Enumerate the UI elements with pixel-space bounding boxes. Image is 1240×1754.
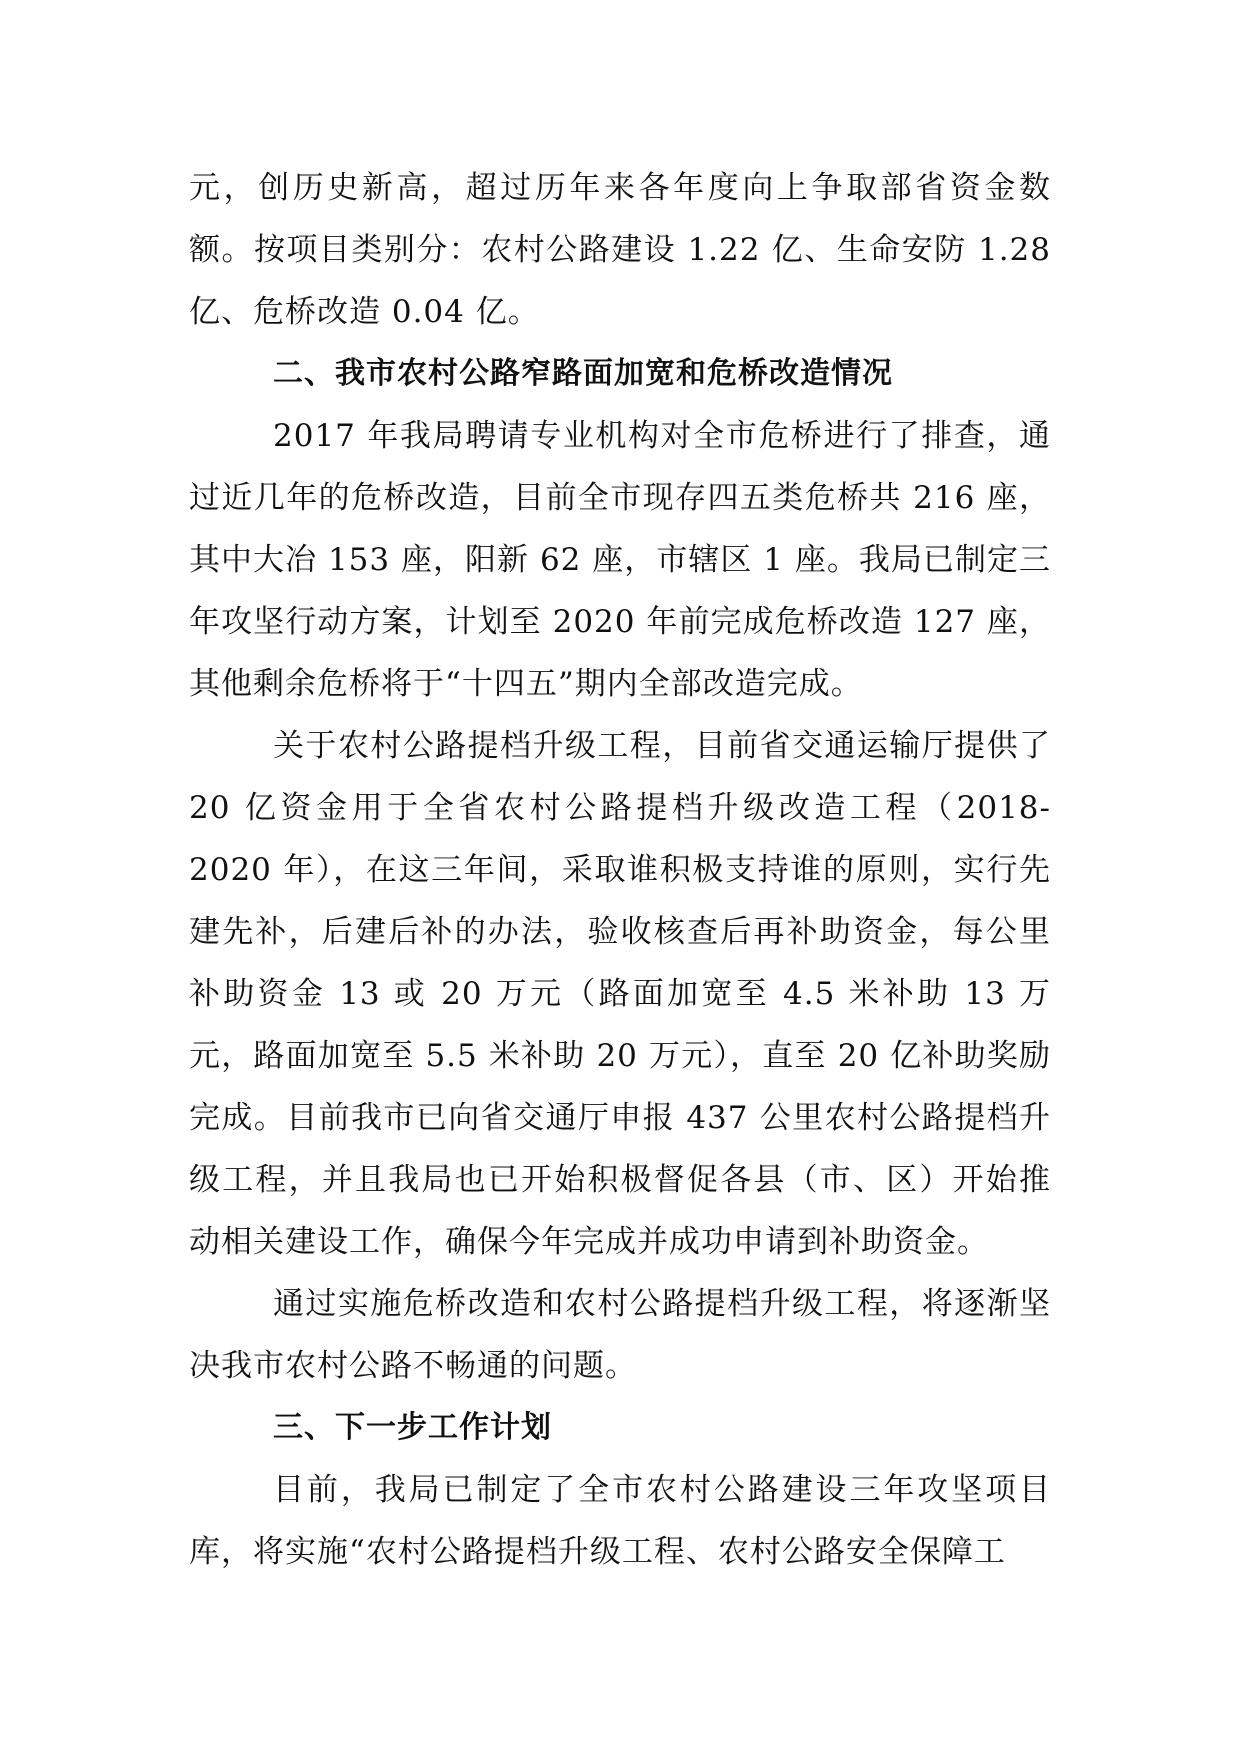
paragraph-funding-summary: 元，创历史新高，超过历年来各年度向上争取部省资金数额。按项目类别分：农村公路建设 1.22 亿、生命安防 1.28 亿、危桥改造 0.04 亿。 xyxy=(189,170,1051,330)
paragraph-bridge-survey: 2017 年我局聘请专业机构对全市危桥进行了排查，通过近几年的危桥改造，目前全市现存四五类危桥共 216 座，其中大冶 153 座，阳新 62 座，市辖区 1 座。我局已制定三年攻坚行动方案，计划至 2020 年前完成危桥改造 127 座，其他剩余危桥将于“十四五”期内全部改造完成。 xyxy=(189,418,1051,702)
paragraph-road-upgrade: 关于农村公路提档升级工程，目前省交通运输厅提供了 20 亿资金用于全省农村公路提档升级改造工程（2018-2020 年），在这三年间，采取谁积极支持谁的原则，实行先建先补，后建后补的办法，验收核查后再补助资金，每公里补助资金 13 或 20 万元（路面加宽至 4.5 米补助 13 万元，路面加宽至 5.5 米补助 20 万元），直至 20 亿补助奖励完成。目前我市已向省交通厅申报 437 公里农村公路提档升级工程，并且我局也已开始积极督促各县（市、区）开始推动相关建设工作，确保今年完成并成功申请到补助资金。 xyxy=(189,728,1051,1260)
section-heading-bridges: 二、我市农村公路窄路面加宽和危桥改造情况 xyxy=(273,356,893,391)
document-body xyxy=(189,157,1051,1583)
section-heading-next-steps: 三、下一步工作计划 xyxy=(273,1410,552,1445)
paragraph-next-plan: 目前，我局已制定了全市农村公路建设三年攻坚项目库，将实施“农村公路提档升级工程、农村公路安全保障工 xyxy=(189,1472,1051,1570)
paragraph-conclusion: 通过实施危桥改造和农村公路提档升级工程，将逐渐坚决我市农村公路不畅通的问题。 xyxy=(189,1286,1051,1384)
